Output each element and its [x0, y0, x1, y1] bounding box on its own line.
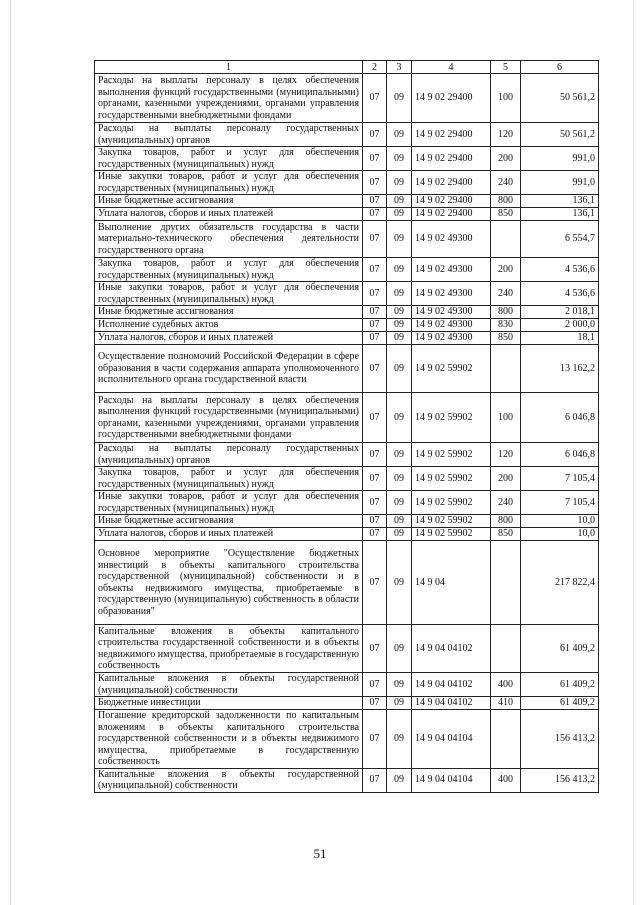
row-expense-type-cell: 400	[491, 768, 521, 792]
row-name-cell: Расходы на выплаты персоналу государственных (муниципальных) органов	[95, 443, 363, 467]
row-subsection-cell: 09	[387, 319, 412, 332]
row-expense-type-cell: 850	[491, 528, 521, 541]
row-amount-cell: 61 409,2	[521, 625, 599, 673]
table-row	[95, 515, 599, 528]
header-col-1: 1	[95, 61, 363, 74]
row-target-code-cell: 14 9 04 04102	[412, 697, 491, 710]
table-row	[95, 768, 599, 792]
row-expense-type-cell: 240	[491, 171, 521, 195]
row-amount-cell: 50 561,2	[521, 74, 599, 123]
row-subsection-cell: 09	[387, 710, 412, 769]
row-subsection-cell: 09	[387, 332, 412, 345]
row-target-code-cell: 14 9 04 04102	[412, 625, 491, 673]
row-expense-type-cell	[491, 625, 521, 673]
row-name-cell: Иные бюджетные ассигнования	[95, 195, 363, 208]
row-section-cell: 07	[363, 332, 387, 345]
row-section-cell: 07	[363, 528, 387, 541]
row-amount-cell: 4 536,6	[521, 282, 599, 306]
row-subsection-cell: 09	[387, 306, 412, 319]
row-amount-cell: 50 561,2	[521, 123, 599, 147]
table-row	[95, 195, 599, 208]
row-expense-type-cell: 800	[491, 195, 521, 208]
row-subsection-cell: 09	[387, 171, 412, 195]
table-row	[95, 491, 599, 515]
row-name-cell: Закупка товаров, работ и услуг для обеспечения государственных (муниципальных) нужд	[95, 258, 363, 282]
row-amount-cell: 61 409,2	[521, 697, 599, 710]
row-section-cell: 07	[363, 697, 387, 710]
row-section-cell: 07	[363, 467, 387, 491]
row-target-code-cell: 14 9 02 59902	[412, 491, 491, 515]
row-expense-type-cell	[491, 541, 521, 625]
row-name-cell: Выполнение других обязательств государства в части материально-технического обеспечения деятельности государственного органа	[95, 221, 363, 258]
table-row	[95, 673, 599, 697]
table-row	[95, 147, 599, 171]
row-expense-type-cell: 120	[491, 123, 521, 147]
row-name-cell: Исполнение судебных актов	[95, 319, 363, 332]
row-expense-type-cell: 800	[491, 515, 521, 528]
table-row	[95, 123, 599, 147]
row-amount-cell: 6 554,7	[521, 221, 599, 258]
table-row	[95, 258, 599, 282]
row-subsection-cell: 09	[387, 221, 412, 258]
row-amount-cell: 10,0	[521, 528, 599, 541]
row-amount-cell: 10,0	[521, 515, 599, 528]
row-name-cell: Иные закупки товаров, работ и услуг для обеспечения государственных (муниципальных) нужд	[95, 171, 363, 195]
row-expense-type-cell	[491, 345, 521, 393]
row-section-cell: 07	[363, 673, 387, 697]
row-section-cell: 07	[363, 171, 387, 195]
row-expense-type-cell: 120	[491, 443, 521, 467]
row-amount-cell: 61 409,2	[521, 673, 599, 697]
row-target-code-cell: 14 9 02 49300	[412, 282, 491, 306]
row-name-cell: Иные бюджетные ассигнования	[95, 306, 363, 319]
row-section-cell: 07	[363, 768, 387, 792]
row-subsection-cell: 09	[387, 467, 412, 491]
row-section-cell: 07	[363, 345, 387, 393]
row-amount-cell: 6 046,8	[521, 393, 599, 443]
row-target-code-cell: 14 9 04 04104	[412, 768, 491, 792]
table-row	[95, 282, 599, 306]
table-row	[95, 467, 599, 491]
row-section-cell: 07	[363, 491, 387, 515]
table-row	[95, 319, 599, 332]
row-subsection-cell: 09	[387, 393, 412, 443]
row-amount-cell: 4 536,6	[521, 258, 599, 282]
row-amount-cell: 156 413,2	[521, 768, 599, 792]
row-name-cell: Осуществление полномочий Российской Федерации в сфере образования в части содержания аппарата уполномоченного исполнительного органа государственной власти	[95, 345, 363, 393]
row-target-code-cell: 14 9 02 59902	[412, 467, 491, 491]
row-subsection-cell: 09	[387, 74, 412, 123]
row-subsection-cell: 09	[387, 123, 412, 147]
row-target-code-cell: 14 9 02 29400	[412, 171, 491, 195]
header-col-4: 4	[412, 61, 491, 74]
row-name-cell: Расходы на выплаты персоналу государственных (муниципальных) органов	[95, 123, 363, 147]
row-subsection-cell: 09	[387, 768, 412, 792]
row-section-cell: 07	[363, 195, 387, 208]
row-expense-type-cell: 850	[491, 332, 521, 345]
page-number: 51	[313, 846, 327, 861]
row-section-cell: 07	[363, 208, 387, 221]
table-row	[95, 306, 599, 319]
row-target-code-cell: 14 9 02 59902	[412, 393, 491, 443]
scan-edge-left	[10, 0, 11, 905]
row-subsection-cell: 09	[387, 541, 412, 625]
row-subsection-cell: 09	[387, 282, 412, 306]
row-name-cell: Иные бюджетные ассигнования	[95, 515, 363, 528]
row-expense-type-cell: 400	[491, 673, 521, 697]
row-subsection-cell: 09	[387, 673, 412, 697]
row-target-code-cell: 14 9 02 49300	[412, 221, 491, 258]
row-name-cell: Основное мероприятие "Осуществление бюджетных инвестиций в объекты капитального строительства государственной (муниципальной) собственности и в объекты недвижимого имущества, приобретаемые в государственную (муниципальную) собственность в области образования"	[95, 541, 363, 625]
row-target-code-cell: 14 9 04	[412, 541, 491, 625]
row-section-cell: 07	[363, 443, 387, 467]
row-name-cell: Закупка товаров, работ и услуг для обеспечения государственных (муниципальных) нужд	[95, 147, 363, 171]
row-target-code-cell: 14 9 02 29400	[412, 195, 491, 208]
table-row	[95, 345, 599, 393]
header-col-2: 2	[363, 61, 387, 74]
row-target-code-cell: 14 9 02 49300	[412, 319, 491, 332]
row-target-code-cell: 14 9 02 29400	[412, 123, 491, 147]
row-target-code-cell: 14 9 02 29400	[412, 147, 491, 171]
header-col-3: 3	[387, 61, 412, 74]
row-section-cell: 07	[363, 515, 387, 528]
row-expense-type-cell: 240	[491, 282, 521, 306]
row-name-cell: Уплата налогов, сборов и иных платежей	[95, 208, 363, 221]
row-subsection-cell: 09	[387, 515, 412, 528]
row-subsection-cell: 09	[387, 147, 412, 171]
row-name-cell: Капитальные вложения в объекты государственной (муниципальной) собственности	[95, 768, 363, 792]
row-name-cell: Уплата налогов, сборов и иных платежей	[95, 528, 363, 541]
row-expense-type-cell: 850	[491, 208, 521, 221]
row-section-cell: 07	[363, 625, 387, 673]
row-target-code-cell: 14 9 04 04104	[412, 710, 491, 769]
row-name-cell: Погашение кредиторской задолженности по капитальным вложениям в объекты капитального строительства государственной собственности и в объекты недвижимого имущества, приобретаемые в государственную собственность	[95, 710, 363, 769]
row-expense-type-cell: 200	[491, 258, 521, 282]
row-section-cell: 07	[363, 319, 387, 332]
row-name-cell: Капитальные вложения в объекты капитального строительства государственной собственности и в объекты недвижимого имущества, приобретаемые в государственную собственность	[95, 625, 363, 673]
row-amount-cell: 136,1	[521, 195, 599, 208]
row-target-code-cell: 14 9 02 49300	[412, 306, 491, 319]
row-expense-type-cell: 830	[491, 319, 521, 332]
row-subsection-cell: 09	[387, 625, 412, 673]
row-subsection-cell: 09	[387, 443, 412, 467]
row-amount-cell: 7 105,4	[521, 491, 599, 515]
budget-table	[94, 60, 599, 793]
header-col-5: 5	[491, 61, 521, 74]
table-row	[95, 332, 599, 345]
row-amount-cell: 6 046,8	[521, 443, 599, 467]
row-name-cell: Расходы на выплаты персоналу в целях обеспечения выполнения функций государственными (муниципальными) органами, казенными учреждениями, органами управления государственными внебюджетными фондами	[95, 74, 363, 123]
row-target-code-cell: 14 9 02 29400	[412, 74, 491, 123]
row-target-code-cell: 14 9 02 59902	[412, 515, 491, 528]
row-subsection-cell: 09	[387, 195, 412, 208]
row-name-cell: Закупка товаров, работ и услуг для обеспечения государственных (муниципальных) нужд	[95, 467, 363, 491]
row-name-cell: Расходы на выплаты персоналу в целях обеспечения выполнения функций государственными (муниципальными) органами, казенными учреждениями, органами управления государственными внебюджетными фондами	[95, 393, 363, 443]
row-target-code-cell: 14 9 02 59902	[412, 528, 491, 541]
table-row	[95, 393, 599, 443]
row-expense-type-cell	[491, 710, 521, 769]
table-row	[95, 541, 599, 625]
row-expense-type-cell: 200	[491, 147, 521, 171]
row-amount-cell: 156 413,2	[521, 710, 599, 769]
scan-edge-right	[633, 0, 634, 905]
table-row	[95, 697, 599, 710]
row-amount-cell: 18,1	[521, 332, 599, 345]
row-section-cell: 07	[363, 123, 387, 147]
table-row	[95, 528, 599, 541]
row-subsection-cell: 09	[387, 697, 412, 710]
table-row	[95, 710, 599, 769]
row-section-cell: 07	[363, 306, 387, 319]
row-target-code-cell: 14 9 02 49300	[412, 332, 491, 345]
row-section-cell: 07	[363, 74, 387, 123]
row-target-code-cell: 14 9 02 49300	[412, 258, 491, 282]
row-section-cell: 07	[363, 258, 387, 282]
row-subsection-cell: 09	[387, 258, 412, 282]
row-name-cell: Уплата налогов, сборов и иных платежей	[95, 332, 363, 345]
header-row	[95, 61, 599, 74]
row-target-code-cell: 14 9 02 59902	[412, 443, 491, 467]
table-row	[95, 171, 599, 195]
header-col-6: 6	[521, 61, 599, 74]
table-row	[95, 221, 599, 258]
row-section-cell: 07	[363, 147, 387, 171]
row-name-cell: Иные закупки товаров, работ и услуг для обеспечения государственных (муниципальных) нужд	[95, 491, 363, 515]
row-expense-type-cell: 100	[491, 393, 521, 443]
table-row	[95, 208, 599, 221]
row-amount-cell: 13 162,2	[521, 345, 599, 393]
row-name-cell: Бюджетные инвестиции	[95, 697, 363, 710]
row-amount-cell: 991,0	[521, 171, 599, 195]
row-target-code-cell: 14 9 02 29400	[412, 208, 491, 221]
row-amount-cell: 2 000,0	[521, 319, 599, 332]
row-section-cell: 07	[363, 393, 387, 443]
row-expense-type-cell	[491, 221, 521, 258]
row-expense-type-cell: 100	[491, 74, 521, 123]
row-name-cell: Иные закупки товаров, работ и услуг для обеспечения государственных (муниципальных) нужд	[95, 282, 363, 306]
row-amount-cell: 2 018,1	[521, 306, 599, 319]
row-expense-type-cell: 240	[491, 491, 521, 515]
row-expense-type-cell: 410	[491, 697, 521, 710]
row-amount-cell: 991,0	[521, 147, 599, 171]
row-subsection-cell: 09	[387, 491, 412, 515]
row-subsection-cell: 09	[387, 528, 412, 541]
row-target-code-cell: 14 9 02 59902	[412, 345, 491, 393]
table-body	[95, 74, 599, 793]
row-expense-type-cell: 800	[491, 306, 521, 319]
row-section-cell: 07	[363, 221, 387, 258]
row-subsection-cell: 09	[387, 345, 412, 393]
row-section-cell: 07	[363, 282, 387, 306]
row-subsection-cell: 09	[387, 208, 412, 221]
row-target-code-cell: 14 9 04 04102	[412, 673, 491, 697]
row-amount-cell: 217 822,4	[521, 541, 599, 625]
table-row	[95, 625, 599, 673]
row-expense-type-cell: 200	[491, 467, 521, 491]
row-section-cell: 07	[363, 541, 387, 625]
table-row	[95, 443, 599, 467]
row-amount-cell: 136,1	[521, 208, 599, 221]
row-amount-cell: 7 105,4	[521, 467, 599, 491]
table-row	[95, 74, 599, 123]
row-name-cell: Капитальные вложения в объекты государственной (муниципальной) собственности	[95, 673, 363, 697]
row-section-cell: 07	[363, 710, 387, 769]
